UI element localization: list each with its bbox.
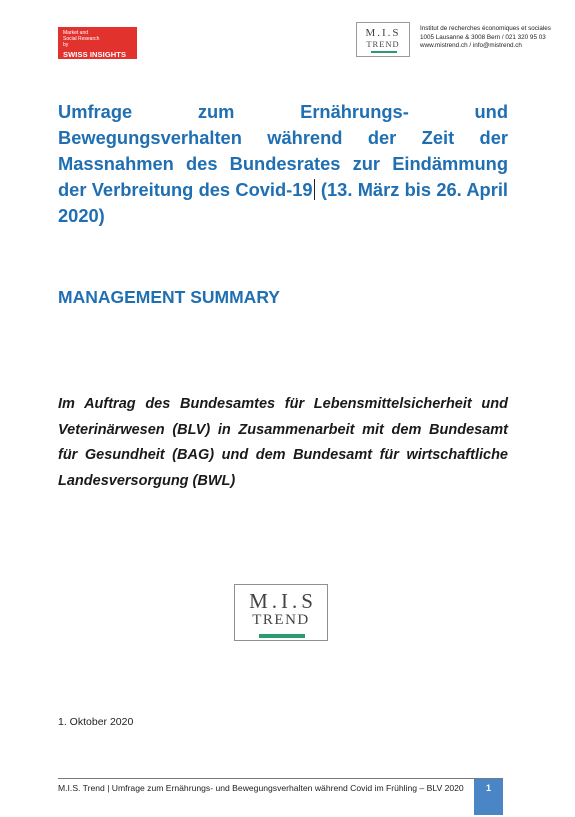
logo-brand: SWISS INSIGHTS: [63, 50, 127, 59]
institute-name: Institut de recherches économiques et sociales: [420, 25, 551, 32]
section-heading: MANAGEMENT SUMMARY: [58, 287, 280, 307]
logo-accent-bar: [371, 51, 397, 53]
institute-address: 1005 Lausanne & 3008 Bern / 021 320 95 03: [420, 33, 546, 41]
logo-line-2: TREND: [252, 612, 310, 628]
document-date: 1. Oktober 2020: [58, 716, 134, 728]
mis-trend-logo-small: [356, 22, 410, 57]
logo-line-1: M.I.S: [249, 589, 317, 613]
footer-divider: [58, 778, 503, 779]
footer-text: M.I.S. Trend | Umfrage zum Ernährungs- und Bewegungsverhalten während Covid im Frühling – BLV 2020: [58, 783, 464, 793]
page-number: 1: [474, 779, 503, 815]
commission-statement: Im Auftrag des Bundesamtes für Lebensmittelsicherheit und Veterinärwesen (BLV) in Zusammenarbeit mit dem Bundesamt für Gesundheit (BAG) und dem Bundesamt für wirtschaftliche Landesversorgung (BWL): [58, 396, 508, 489]
title-main: Umfrage zum Ernährungs- und Bewegungsverhalten während der Zeit der Massnahmen des Bundesrates zur Eindämmung der Verbreitung des Covid-19: [58, 101, 508, 200]
logo-tagline: Market and Social Research by: [63, 30, 100, 48]
swiss-insights-logo: [58, 27, 137, 59]
logo-line-1: M.I.S: [365, 27, 401, 39]
text-cursor: [314, 179, 315, 200]
institute-contact: www.mistrend.ch / info@mistrend.ch: [420, 42, 522, 49]
mis-trend-logo-large: [234, 584, 328, 641]
logo-line-2: TREND: [366, 39, 400, 49]
document-title: [58, 99, 508, 229]
logo-accent-bar: [259, 634, 305, 638]
institute-info: [420, 25, 570, 51]
title-period: (13. März bis 26. April 2020): [58, 179, 508, 226]
